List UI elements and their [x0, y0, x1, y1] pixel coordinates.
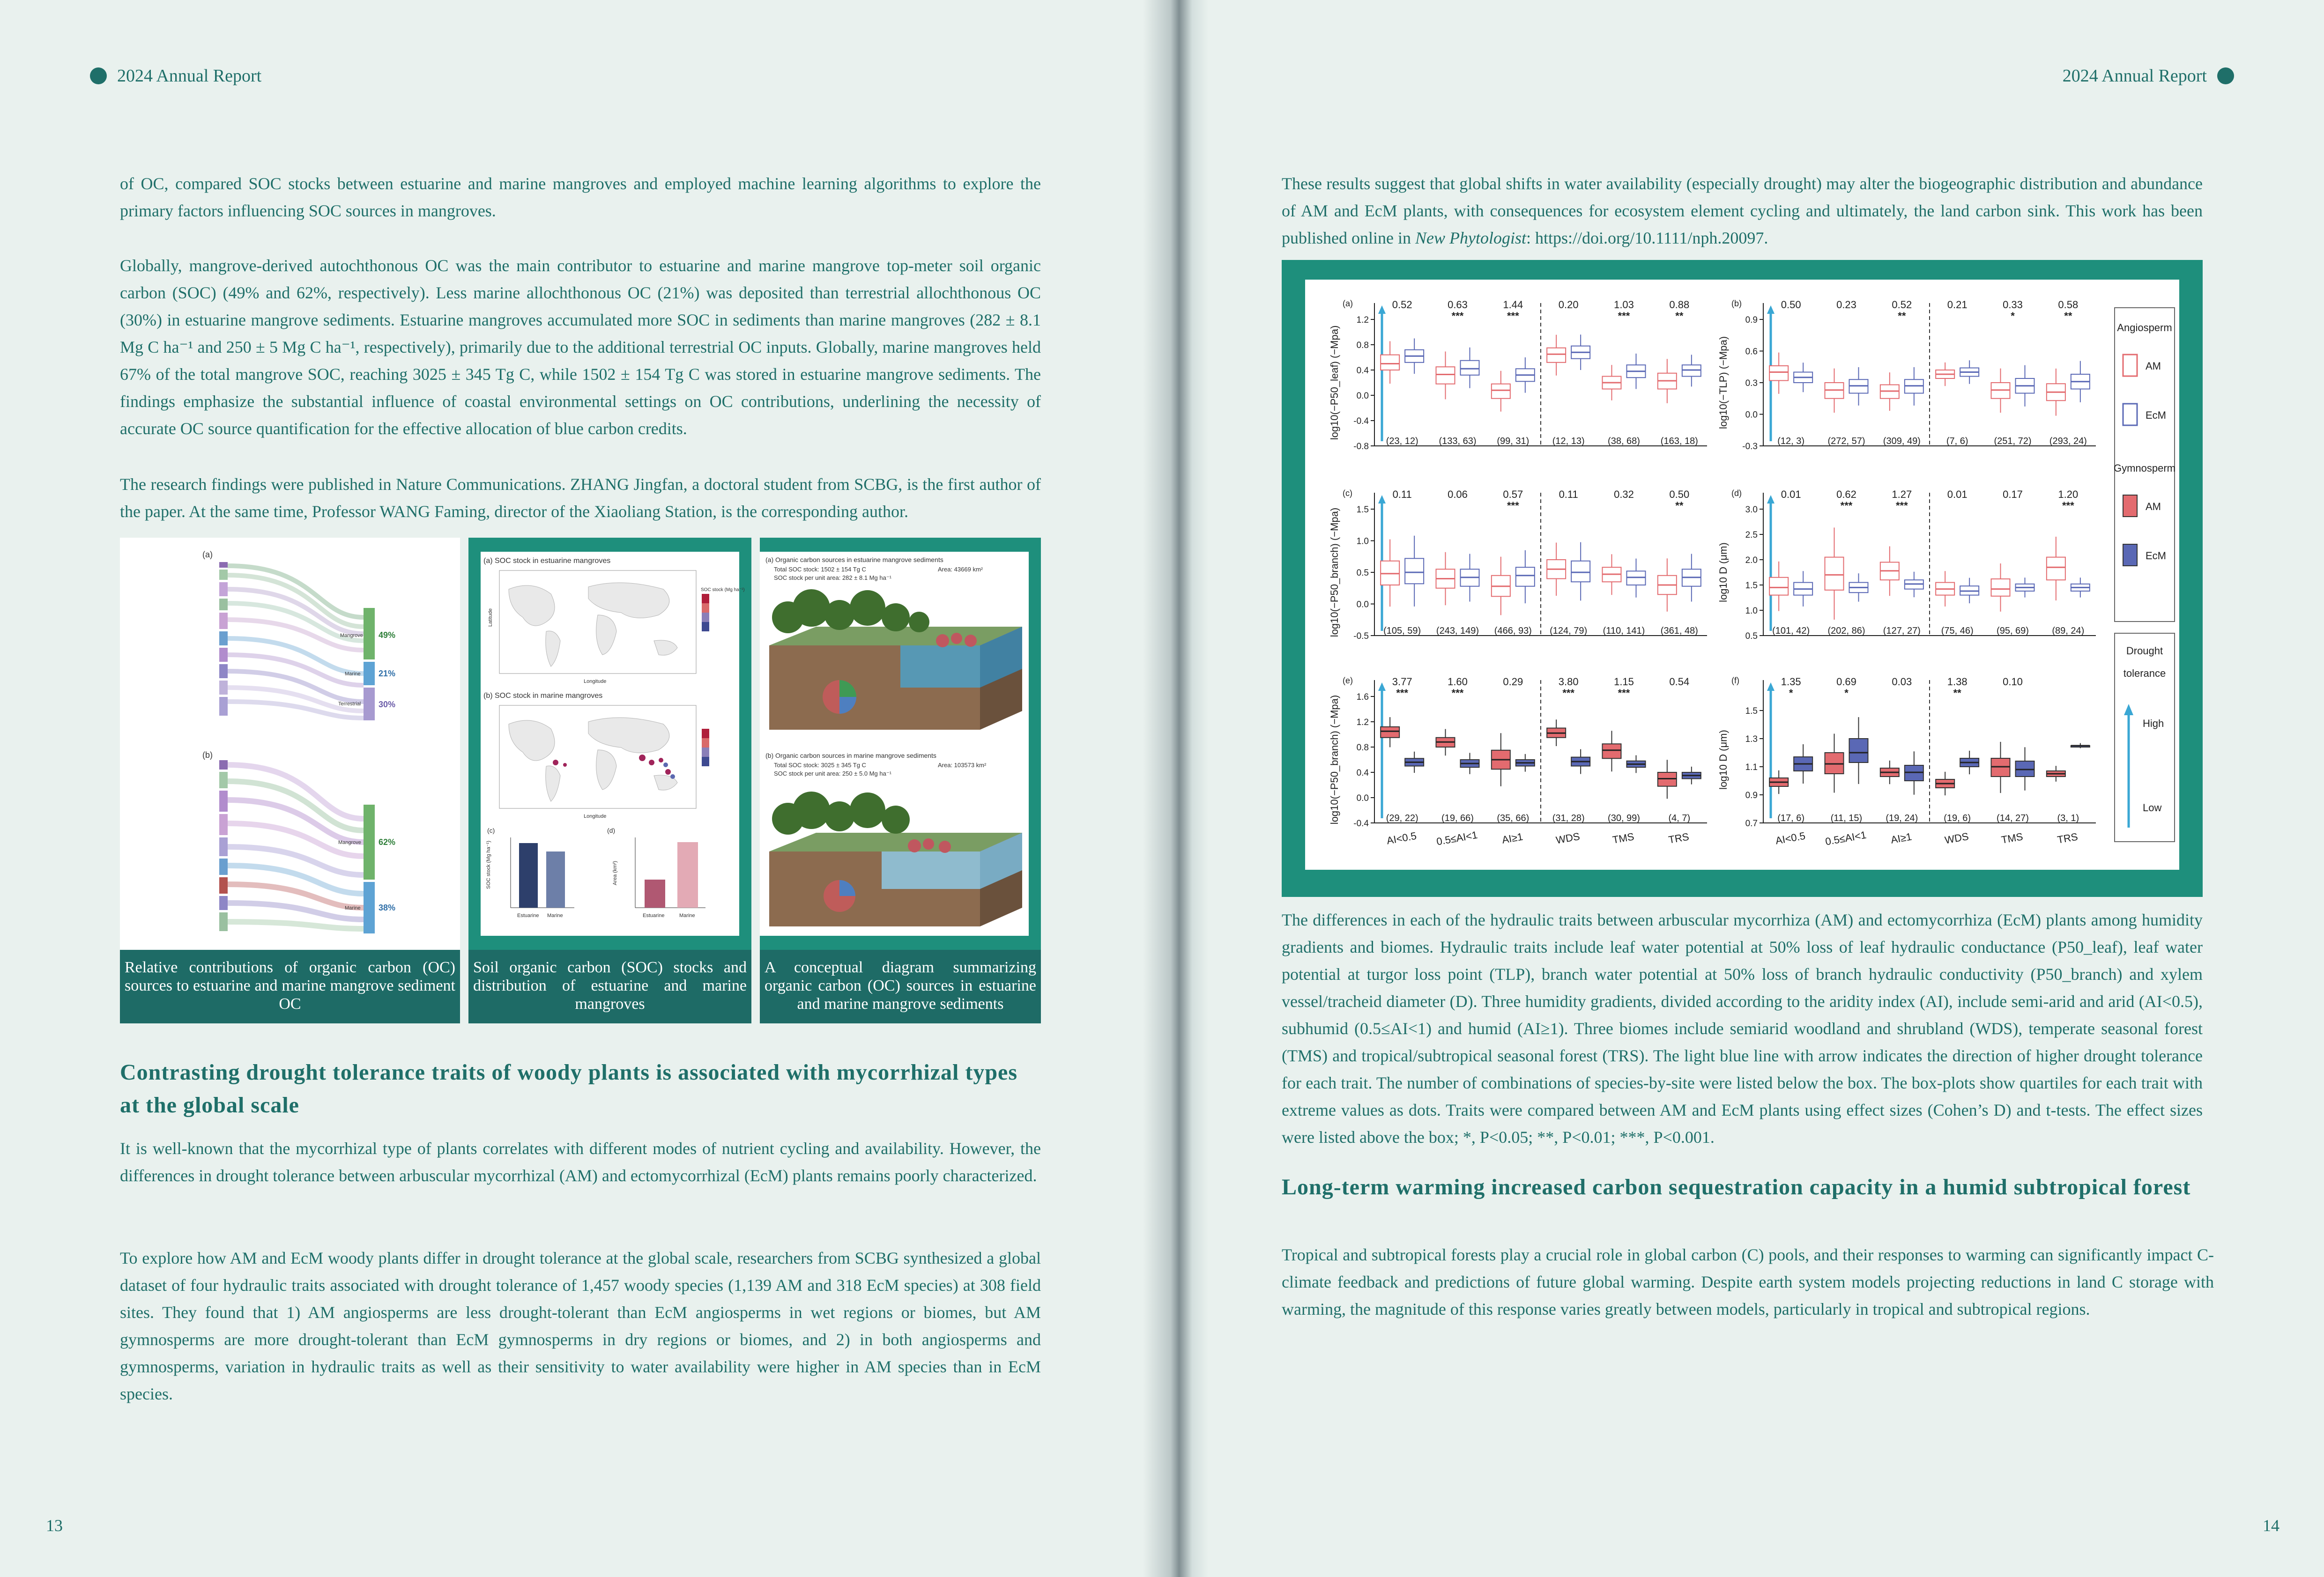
y-tick-label: 1.5 — [1356, 505, 1369, 515]
concept-b-block — [769, 833, 1022, 926]
y-tick-label: 0.5 — [1745, 631, 1758, 641]
effect-size: 0.03 — [1892, 676, 1912, 688]
sankey-pct: 21% — [379, 669, 396, 678]
sample-size: (11, 15) — [1830, 813, 1863, 823]
significance: *** — [1396, 687, 1409, 699]
y-tick-label: -0.8 — [1353, 442, 1369, 452]
effect-size: 1.38 — [1947, 676, 1968, 688]
legend-am-outline — [2123, 355, 2137, 376]
sankey-pct: 62% — [379, 837, 396, 847]
am-box — [1991, 579, 2010, 596]
y-tick-label: 2.0 — [1745, 555, 1758, 565]
y-axis-label: log10(−TLP) (−Mpa) — [1717, 336, 1729, 429]
legend-drought: Drought — [2126, 645, 2163, 657]
sankey-diagram — [120, 538, 460, 950]
map-b-xlabel: Longitude — [584, 814, 607, 819]
concept-b-title: (b) Organic carbon sources in marine mangrove sediments — [765, 752, 936, 759]
bar-c-cat: Marine — [547, 913, 563, 918]
y-tick-label: 0.8 — [1356, 743, 1369, 753]
concept-a-stock: Total SOC stock: 1502 ± 154 Tg C — [774, 566, 866, 573]
x-category-label: AI<0.5 — [1386, 829, 1418, 847]
y-tick-label: 0.6 — [1745, 347, 1758, 357]
significance: *** — [1451, 310, 1464, 322]
sankey-figure — [120, 538, 460, 950]
am-box — [1603, 744, 1621, 758]
panel-b-label: (b) — [202, 750, 213, 760]
sample-size: (202, 86) — [1827, 626, 1865, 636]
y-tick-label: 1.1 — [1745, 763, 1758, 772]
sample-size: (89, 24) — [2052, 626, 2085, 636]
panel-label: (a) — [1343, 299, 1353, 308]
y-tick-label: 0.4 — [1356, 768, 1369, 778]
sample-size: (309, 49) — [1883, 436, 1921, 446]
effect-size: 0.54 — [1669, 676, 1690, 688]
sample-size: (124, 79) — [1550, 626, 1588, 636]
y-tick-label: 0.7 — [1745, 819, 1758, 829]
concept-figure — [760, 552, 1029, 936]
panel-a-label: (a) — [202, 550, 213, 559]
y-axis-label: log10 D (μm) — [1717, 730, 1729, 790]
sankey-flows-a — [228, 566, 364, 718]
panel-d-label: (d) — [607, 827, 616, 834]
effect-size: 0.63 — [1448, 299, 1468, 311]
left-header — [90, 66, 261, 86]
y-axis-label: log10(−P50_branch) (−Mpa) — [1329, 695, 1340, 825]
effect-size: 3.77 — [1392, 676, 1412, 688]
concept-a-area: Area: 43669 km² — [938, 566, 983, 573]
sankey-target-label: Marine — [345, 905, 361, 911]
x-category-label: AI≥1 — [1501, 830, 1524, 846]
effect-size: 1.03 — [1614, 299, 1634, 311]
effect-size: 0.17 — [2003, 489, 2023, 500]
panel-label: (e) — [1343, 676, 1353, 685]
significance: *** — [1895, 500, 1908, 511]
sample-size: (35, 66) — [1497, 813, 1530, 823]
map-a-xlabel: Longitude — [584, 679, 607, 684]
x-category-label: TRS — [2056, 830, 2079, 846]
y-axis-label: log10 D (μm) — [1717, 542, 1729, 602]
legend-ecm: EcM — [2146, 550, 2166, 562]
y-tick-label: 1.2 — [1356, 718, 1369, 727]
map-a-legend — [701, 587, 745, 631]
sample-size: (293, 24) — [2049, 436, 2087, 446]
right-p1-main: These results suggest that global shifts in water availability (especially drought) may alter the biogeographic distribution and abundance of AM and EcM plants, with consequences for ecosystem element cycling and ultimately, the land carbon sink. This work has been published online in — [1282, 174, 2203, 247]
significance: *** — [1507, 310, 1519, 322]
effect-size: 0.52 — [1392, 299, 1412, 311]
sankey-target-label: Terrestrial — [338, 701, 361, 707]
journal-name: New Phytologist — [1415, 229, 1526, 247]
effect-size: 0.11 — [1559, 489, 1578, 500]
effect-size: 0.01 — [1947, 489, 1968, 500]
effect-size: 0.50 — [1781, 299, 1801, 311]
significance: *** — [1618, 310, 1630, 322]
soc-figure-frame — [468, 538, 751, 950]
y-tick-label: 0.3 — [1745, 378, 1758, 388]
sankey-sources-b — [219, 760, 228, 931]
right-paragraph-2: The differences in each of the hydraulic traits between arbuscular mycorrhiza (AM) and ectomycorrhiza (EcM) plants among humidity gradients and biomes. Hydraulic traits include leaf water potential at 50% loss of leaf hydraulic conductance (P50_leaf), leaf water potential at turgor loss point (TLP), branch water potential at 50% loss of branch hydraulic conductivity (P50_branch) and xylem vessel/tracheid diameter (D). Three humidity gradients, divided according to the aridity index (AI), include semi-arid and arid (AI<0.5), subhumid (0.5≤AI<1) and humid (AI≥1). Three biomes include semiarid woodland and shrubland (WDS), temperate seasonal forest (TMS) and tropical/subtropical seasonal forest (TRS). The light blue line with arrow indicates the direction of higher drought tolerance for each trait. The number of combinations of species-by-site were listed below the box. The box-plots show quartiles for each trait with extreme values as dots. Traits were compared between AM and EcM plants using effect sizes (Cohen’s D) and t-tests. The effect sizes were listed above the box; *, P<0.05; **, P<0.01; ***, P<0.001. — [1282, 911, 2203, 1147]
sample-size: (466, 93) — [1494, 626, 1532, 636]
y-tick-label: 3.0 — [1745, 505, 1758, 515]
y-tick-label: 0.9 — [1745, 315, 1758, 325]
sample-size: (19, 66) — [1441, 813, 1474, 823]
effect-size: 0.58 — [2058, 299, 2079, 311]
sample-size: (30, 99) — [1608, 813, 1640, 823]
sample-size: (251, 72) — [1994, 436, 2032, 446]
section-heading-warming: Long-term warming increased carbon sequestration capacity in a humid subtropical forest — [1282, 1175, 2191, 1199]
y-tick-label: 2.5 — [1745, 530, 1758, 540]
panel-label: (c) — [1343, 489, 1352, 498]
y-tick-label: -0.4 — [1353, 819, 1369, 829]
significance: ** — [2064, 310, 2072, 322]
x-category-label: WDS — [1944, 830, 1970, 846]
y-tick-label: 0.5 — [1356, 568, 1369, 578]
sample-size: (23, 12) — [1386, 436, 1418, 446]
significance: *** — [2062, 500, 2074, 511]
panel-label: (f) — [1731, 676, 1739, 685]
header-dot-icon — [90, 67, 107, 84]
sample-size: (19, 24) — [1886, 813, 1918, 823]
x-category-label: TMS — [1611, 830, 1635, 846]
drought-arrow-head — [1378, 305, 1386, 314]
y-axis-label: log10(−P50_leaf) (−Mpa) — [1329, 325, 1340, 440]
significance: *** — [1507, 500, 1519, 511]
legend-ecm: EcM — [2146, 409, 2166, 421]
left-paragraph-4: It is well-known that the mycorrhizal type of plants correlates with different modes of nutrient cycling and availability. However, the differences in drought tolerance between arbuscular mycorrhizal (AM) and ectomycorrhizal (EcM) plants remains poorly characterized. — [120, 1139, 1041, 1185]
sankey-target-label: Mangrove — [338, 840, 361, 845]
am-box — [1436, 367, 1455, 384]
effect-size: 0.06 — [1448, 489, 1468, 500]
header-title: 2024 Annual Report — [2062, 66, 2207, 86]
map-b-title: (b) SOC stock in marine mangroves — [483, 692, 603, 700]
sankey-node-marine-a — [364, 662, 375, 685]
effect-size: 1.15 — [1614, 676, 1634, 688]
sample-size: (7, 6) — [1946, 436, 1968, 446]
bar-c-cat: Estuarine — [517, 913, 539, 918]
bar-d-cat: Estuarine — [643, 913, 665, 918]
x-category-label: 0.5≤AI<1 — [1824, 829, 1867, 848]
am-box — [1769, 366, 1788, 381]
bar-d-ylabel: Area (km²) — [612, 861, 618, 885]
caption-soc: Soil organic carbon (SOC) stocks and distribution of estuarine and marine mangroves — [468, 950, 751, 1023]
significance: * — [1844, 687, 1849, 699]
bar-c-marine — [546, 851, 565, 908]
x-category-label: TMS — [2000, 830, 2024, 846]
y-axis-label: log10(−P50_branch) (−Mpa) — [1329, 507, 1340, 637]
ecm-box — [1461, 361, 1479, 375]
sample-size: (95, 69) — [1997, 626, 2029, 636]
concept-a-block — [769, 627, 1022, 730]
y-tick-label: 1.5 — [1745, 581, 1758, 591]
bar-c-estuarine — [519, 843, 538, 908]
sankey-target-label: Mangrove — [340, 633, 363, 638]
legend-angiosperm: Angiosperm — [2117, 322, 2172, 333]
significance: ** — [1675, 500, 1684, 511]
y-tick-label: 0.4 — [1356, 366, 1369, 376]
panel-label: (b) — [1731, 299, 1742, 308]
significance: ** — [1953, 687, 1961, 699]
ecm-box — [1405, 558, 1424, 584]
y-tick-label: -0.4 — [1353, 416, 1369, 426]
y-tick-label: 1.0 — [1356, 536, 1369, 547]
soc-maps — [481, 552, 745, 936]
effect-size: 0.52 — [1892, 299, 1912, 311]
sample-size: (110, 141) — [1603, 626, 1645, 636]
caption-sankey: Relative contributions of organic carbon (OC) sources to estuarine and marine mangrove sediment OC — [120, 950, 460, 1023]
effect-size: 1.44 — [1503, 299, 1523, 311]
panel-c-label: (c) — [487, 827, 495, 834]
sample-size: (361, 48) — [1660, 626, 1698, 636]
sample-size: (31, 28) — [1552, 813, 1585, 823]
sankey-node-mangrove-a — [364, 608, 375, 659]
header-dot-icon — [2217, 67, 2234, 84]
left-paragraph-1: of OC, compared SOC stocks between estuarine and marine mangroves and employed machine learning algorithms to explore the primary factors influencing SOC sources in mangroves. — [120, 174, 1041, 220]
significance: * — [2011, 310, 2015, 322]
sample-size: (99, 31) — [1497, 436, 1530, 446]
effect-size: 0.62 — [1836, 489, 1856, 500]
effect-size: 0.20 — [1558, 299, 1579, 311]
sample-size: (243, 149) — [1436, 626, 1479, 636]
sankey-flows-b — [228, 765, 364, 929]
am-box — [1381, 727, 1399, 738]
effect-size: 1.27 — [1892, 489, 1912, 500]
boxplot-chart — [1305, 280, 2179, 870]
x-category-label: WDS — [1555, 830, 1581, 846]
sample-size: (133, 63) — [1439, 436, 1477, 446]
legend-ecm-outline — [2123, 404, 2137, 425]
y-tick-label: 1.3 — [1745, 734, 1758, 744]
map-a-title: (a) SOC stock in estuarine mangroves — [483, 557, 611, 565]
effect-size: 0.32 — [1614, 489, 1634, 500]
legend-high: High — [2143, 718, 2164, 729]
sample-size: (101, 42) — [1772, 626, 1810, 636]
y-tick-label: 0.0 — [1356, 391, 1369, 401]
page-number-left: 13 — [46, 1516, 63, 1535]
effect-size: 0.21 — [1947, 299, 1968, 311]
x-category-label: AI≥1 — [1890, 830, 1913, 846]
sample-size: (105, 59) — [1383, 626, 1421, 636]
significance: * — [1789, 687, 1793, 699]
effect-size: 0.88 — [1669, 299, 1690, 311]
y-tick-label: 0.0 — [1356, 793, 1369, 803]
am-box — [1381, 355, 1399, 370]
boxplot-figure-frame — [1282, 260, 2203, 897]
significance: *** — [1840, 500, 1853, 511]
doi-text: : https://doi.org/10.1111/nph.20097. — [1526, 229, 1768, 247]
bar-c-ylabel: SOC stock (Mg ha⁻¹) — [486, 841, 491, 889]
concept-a-title: (a) Organic carbon sources in estuarine mangrove sediments — [765, 556, 943, 563]
sample-size: (3, 1) — [2057, 813, 2079, 823]
caption-concept: A conceptual diagram summarizing organic carbon (OC) sources in estuarine and marine mangrove sediments — [760, 950, 1041, 1023]
drought-arrow-head — [1767, 682, 1775, 691]
drought-arrow-head — [1378, 495, 1386, 503]
effect-size: 0.10 — [2003, 676, 2023, 688]
x-category-label: 0.5≤AI<1 — [1435, 829, 1478, 848]
header-title: 2024 Annual Report — [117, 66, 262, 86]
sankey-node-mangrove-b — [364, 805, 375, 880]
concept-diagram — [760, 552, 1029, 936]
concept-b-stock: Total SOC stock: 3025 ± 345 Tg C — [774, 762, 866, 769]
effect-size: 0.33 — [2003, 299, 2023, 311]
panel-label: (d) — [1731, 489, 1742, 498]
effect-size: 0.29 — [1503, 676, 1523, 688]
sankey-pct: 30% — [379, 700, 396, 709]
effect-size: 0.69 — [1836, 676, 1856, 688]
bar-d-marine — [677, 842, 698, 908]
sankey-target-label: Marine — [345, 671, 361, 677]
sample-size: (272, 57) — [1827, 436, 1865, 446]
sankey-node-terrestrial-a — [364, 688, 375, 720]
sankey-pct: 49% — [379, 630, 396, 640]
sample-size: (75, 46) — [1941, 626, 1974, 636]
y-tick-label: 1.6 — [1356, 692, 1369, 702]
sankey-node-marine-b — [364, 882, 375, 933]
y-tick-label: 0.8 — [1356, 341, 1369, 350]
map-a-ylabel: Latitude — [488, 608, 493, 627]
effect-size: 1.20 — [2058, 489, 2079, 500]
legend-am: AM — [2146, 360, 2161, 372]
right-paragraph-3: Tropical and subtropical forests play a crucial role in global carbon (C) pools, and their responses to warming can significantly impact C-climate feedback and predictions of future global warming. Despite earth system models projecting reductions in land C storage with warming, the magnitude of this response varies greatly between models, particularly in tropical and subtropical regions. — [1282, 1245, 2214, 1318]
legend-tolerance: tolerance — [2123, 667, 2166, 679]
am-box — [1769, 577, 1788, 595]
sample-size: (29, 22) — [1386, 813, 1418, 823]
significance: *** — [1618, 687, 1630, 699]
left-paragraph-5: To explore how AM and EcM woody plants differ in drought tolerance at the global scale, researchers from SCBG synthesized a global dataset of four hydraulic traits associated with drought tolerance of 1,457 woody species (1,139 AM and 318 EcM species) at 308 field sites. They found that 1) AM angiosperms are less drought-tolerant than EcM angiosperms in wet regions or biomes, but AM gymnosperms are more drought-tolerant than EcM gymnosperms in dry regions or biomes, and 2) in both angiosperms and gymnosperms, variation in hydraulic traits as well as their sensitivity to water availability were higher in AM species than in EcM species. — [120, 1249, 1041, 1403]
right-header — [2063, 66, 2234, 86]
map-legend-title: SOC stock (Mg ha⁻¹) — [701, 587, 745, 592]
concept-a-unit: SOC stock per unit area: 282 ± 8.1 Mg ha⁻¹ — [774, 574, 892, 581]
book-gutter-shadow — [1143, 0, 1209, 1577]
sample-size: (12, 3) — [1777, 436, 1805, 446]
sample-size: (14, 27) — [1997, 813, 2029, 823]
right-page — [1162, 0, 2324, 1577]
am-box — [1825, 557, 1844, 590]
sample-size: (4, 7) — [1668, 813, 1691, 823]
effect-size: 3.80 — [1558, 676, 1579, 688]
legend-ecm-filled — [2123, 544, 2137, 566]
sample-size: (19, 6) — [1944, 813, 1971, 823]
x-category-label: TRS — [1667, 830, 1690, 846]
effect-size: 1.60 — [1448, 676, 1468, 688]
left-paragraph-2: Globally, mangrove-derived autochthonous OC was the main contributor to estuarine and marine mangrove top-meter soil organic carbon (SOC) (49% and 62%, respectively). Less marine allochthonous OC (21%) was deposited than terrestrial allochthonous OC (30%) in estuarine mangrove sediments. Estuarine mangroves accumulated more SOC in sediments than marine mangroves (282 ± 8.1 Mg C ha⁻¹ and 250 ± 5 Mg C ha⁻¹, respectively), primarily due to the additional terrestrial OC inputs. Globally, marine mangroves held 67% of the total mangrove SOC, reaching 3025 ± 345 Tg C, while 1502 ± 154 Tg C was stored in estuarine mangrove sediments. The findings emphasize the substantial influence of coastal environmental settings on OC contributions, underlining the necessity of accurate OC source quantification for the effective allocation of blue carbon credits. — [120, 256, 1041, 438]
sankey-sources-a — [219, 562, 228, 716]
drought-arrow-head — [1767, 495, 1775, 503]
drought-arrow-head — [1767, 305, 1775, 314]
ecm-box — [1571, 561, 1590, 582]
y-tick-label: -0.5 — [1353, 631, 1369, 641]
effect-size: 0.23 — [1836, 299, 1856, 311]
ecm-box — [1516, 567, 1535, 586]
effect-size: 0.57 — [1503, 489, 1523, 500]
y-tick-label: 0.0 — [1356, 600, 1369, 610]
significance: *** — [1451, 687, 1464, 699]
bar-d-estuarine — [645, 880, 665, 908]
sample-size: (38, 68) — [1608, 436, 1640, 446]
effect-size: 1.35 — [1781, 676, 1801, 688]
y-tick-label: 0.9 — [1745, 791, 1758, 800]
sample-size: (17, 6) — [1777, 813, 1805, 823]
section-heading-drought: Contrasting drought tolerance traits of woody plants is associated with mycorrhizal types at the global scale — [120, 1060, 1018, 1118]
drought-arrow-head — [1378, 682, 1386, 691]
significance: ** — [1898, 310, 1906, 322]
sample-size: (163, 18) — [1660, 436, 1698, 446]
y-tick-label: -0.3 — [1742, 442, 1758, 452]
y-tick-label: 0.0 — [1745, 410, 1758, 420]
y-tick-label: 1.2 — [1356, 315, 1369, 325]
significance: *** — [1562, 687, 1575, 699]
soc-figure — [481, 552, 745, 936]
sankey-pct: 38% — [379, 903, 396, 912]
concept-b-trees — [772, 792, 910, 835]
effect-size: 0.50 — [1669, 489, 1690, 500]
right-paragraph-1 — [1282, 170, 2203, 252]
legend-low: Low — [2143, 802, 2162, 814]
am-box — [1492, 384, 1510, 399]
x-category-label: AI<0.5 — [1775, 829, 1806, 847]
map-b-legend — [702, 729, 709, 766]
am-box — [2047, 557, 2065, 580]
concept-a-trees — [772, 589, 929, 633]
ecm-box — [1849, 739, 1868, 763]
bar-d-cat: Marine — [679, 913, 695, 918]
concept-b-area: Area: 103573 km² — [938, 762, 987, 769]
am-box — [1547, 348, 1566, 363]
effect-size: 0.11 — [1392, 489, 1412, 500]
page-number-right: 14 — [2263, 1516, 2279, 1535]
y-tick-label: 1.5 — [1745, 706, 1758, 716]
legend-am-filled — [2123, 495, 2137, 517]
effect-size: 0.01 — [1781, 489, 1801, 500]
y-tick-label: 1.0 — [1745, 606, 1758, 616]
legend-am: AM — [2146, 501, 2161, 512]
left-paragraph-3: The research findings were published in Nature Communications. ZHANG Jingfan, a doctoral student from SCBG, is the first author of the paper. At the same time, Professor WANG Faming, director of the Xiaoliang Station, is the corresponding author. — [120, 475, 1041, 521]
sample-size: (12, 13) — [1552, 436, 1585, 446]
sample-size: (127, 27) — [1883, 626, 1921, 636]
concept-figure-frame — [760, 538, 1041, 950]
significance: ** — [1675, 310, 1684, 322]
legend-gymnosperm: Gymnosperm — [2113, 462, 2176, 474]
concept-b-unit: SOC stock per unit area: 250 ± 5.0 Mg ha⁻¹ — [774, 770, 892, 777]
boxplot-figure — [1305, 280, 2179, 870]
